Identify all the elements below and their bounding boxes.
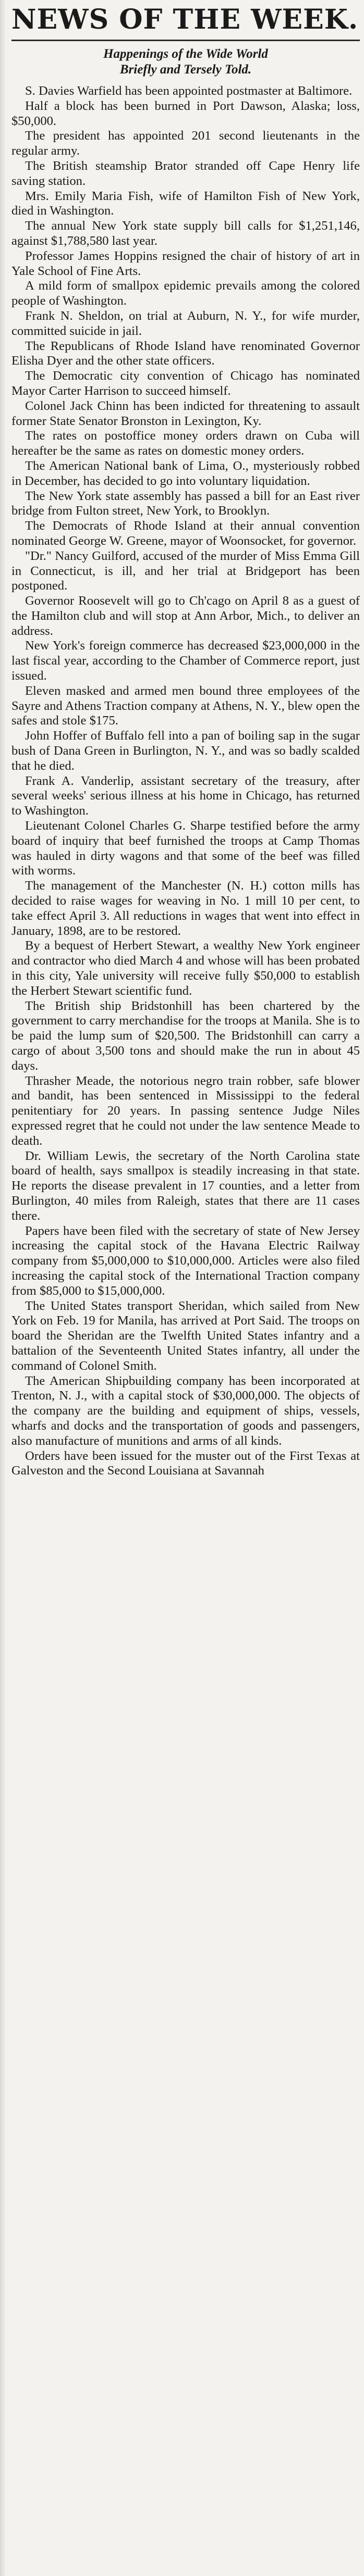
news-item: The management of the Manchester (N. H.) cotton mills has decided to raise wages for weaving in No. 1 mill 10 per cent, to take effect April 3. All reductions in wages that went into effect in January, 1898, are to be restored. bbox=[11, 879, 360, 938]
news-item: The rates on postoffice money orders drawn on Cuba will hereafter be the same as rates on domestic money orders. bbox=[11, 429, 360, 458]
news-item: S. Davies Warfield has been appointed postmaster at Baltimore. bbox=[25, 84, 353, 98]
news-item: Dr. William Lewis, the secretary of the North Carolina state board of health, says smallpox is steadily increasing in that state. He reports the disease prevalent in 17 counties, and a letter from Burlington, 40 miles from Raleigh, states that there are 11 cases there. bbox=[11, 1148, 360, 1223]
news-item: Governor Roosevelt will go to Ch'cago on April 8 as a guest of the Hamilton club and will stop at Ann Arbor, Mich., to deliver an address. bbox=[11, 594, 360, 638]
news-item: The American Shipbuilding company has been incorporated at Trenton, N. J., with a capital stock of $30,000,000. The objects of the company are the building and equipment of ships, vessels, wharfs and docks and the transportation of goods and passengers, also manufacture of munitions and arms of all kinds. bbox=[11, 1373, 360, 1448]
news-item: Eleven masked and armed men bound three employees of the Sayre and Athens Traction company at Athens, N. Y., blew open the safes and stole $175. bbox=[11, 683, 360, 728]
news-item: The Republicans of Rhode Island have renominated Governor Elisha Dyer and the other state officers. bbox=[11, 339, 360, 368]
masthead-title: NEWS OF THE WEEK. bbox=[11, 4, 359, 35]
news-item: Half a block has been burned in Port Dawson, Alaska; loss, $50,000. bbox=[11, 98, 360, 128]
news-item: By a bequest of Herbert Stewart, a wealthy New York engineer and contractor who died March 4 and whose will has been probated in this city, Yale university will receive fully $50,000 to establish the Herbert Stewart scientific fund. bbox=[11, 939, 360, 998]
news-item: The president has appointed 201 second lieutenants in the regular army. bbox=[11, 129, 360, 158]
scan-edge-shadow bbox=[0, 0, 6, 2576]
news-item: The Democrats of Rhode Island at their annual convention nominated George W. Greene, mayor of Woonsocket, for governor. bbox=[11, 519, 360, 548]
news-item: Papers have been filed with the secretary of state of New Jersey increasing the capital stock of the Havana Electric Railway company from $5,000,000 to $10,000,000. Articles were also filed increasing the capital stock of the International Traction company from $85,000 to $15,000,000. bbox=[11, 1223, 360, 1298]
news-item: A mild form of smallpox epidemic prevails among the colored people of Washington. bbox=[11, 279, 360, 308]
masthead-rule bbox=[11, 40, 360, 41]
news-item: The New York state assembly has passed a bill for an East river bridge from Fulton street, New York, to Brooklyn. bbox=[11, 489, 360, 518]
news-item: John Hoffer of Buffalo fell into a pan of boiling sap in the sugar bush of Dana Green in Burlington, N. Y., and was so badly scalded that he died. bbox=[11, 729, 360, 773]
news-item: Thrasher Meade, the notorious negro train robber, safe blower and bandit, has been sentenced in Mississippi to the federal penitentiary for 20 years. In passing sentence Judge Niles expressed regret that he could not under the law sentence Meade to death. bbox=[11, 1073, 360, 1148]
news-item: The American National bank of Lima, O., mysteriously robbed in December, has decided to go into voluntary liquidation. bbox=[11, 458, 360, 488]
section-subhead: Happenings of the Wide World Briefly and Tersely Told. bbox=[103, 47, 268, 77]
news-item: Lieutenant Colonel Charles G. Sharpe testified before the army board of inquiry that beef furnished the troops at Camp Thomas was hauled in dirty wagons and that some of the beef was filled with worms. bbox=[11, 819, 360, 878]
news-item: Frank N. Sheldon, on trial at Auburn, N. Y., for wife murder, committed suicide in jail. bbox=[11, 308, 360, 338]
news-column bbox=[11, 0, 360, 2576]
news-item: The annual New York state supply bill calls for $1,251,146, against $1,788,580 last year. bbox=[11, 219, 360, 248]
news-item: Frank A. Vanderlip, assistant secretary of the treasury, after several weeks' serious illness at his home in Chicago, has returned to Washington. bbox=[11, 773, 360, 818]
news-item: Colonel Jack Chinn has been indicted for threatening to assault former State Senator Bronston in Lexington, Ky. bbox=[11, 398, 360, 428]
news-item: The British steamship Brator stranded off Cape Henry life saving station. bbox=[11, 158, 360, 188]
news-item: Mrs. Emily Maria Fish, wife of Hamilton Fish of New York, died in Washington. bbox=[11, 189, 360, 218]
news-item: Professor James Hoppins resigned the chair of history of art in Yale School of Fine Arts. bbox=[11, 248, 360, 278]
news-item: The British ship Bridstonhill has been chartered by the government to carry merchandise for the troops at Manila. She is to be paid the lump sum of $20,500. The Bridstonhill can carry a cargo of about 3,500 tons and should make the run in about 45 days. bbox=[11, 998, 360, 1073]
news-item: Orders have been issued for the muster out of the First Texas at Galveston and the Second Louisiana at Savannah bbox=[11, 1448, 360, 1478]
news-items bbox=[11, 84, 360, 1479]
news-item: "Dr." Nancy Guilford, accused of the murder of Miss Emma Gill in Connecticut, is ill, and her trial at Bridgeport has been postponed. bbox=[11, 548, 360, 593]
news-item: The Democratic city convention of Chicago has nominated Mayor Carter Harrison to succeed himself. bbox=[11, 369, 360, 398]
news-item: The United States transport Sheridan, which sailed from New York on Feb. 19 for Manila, has arrived at Port Said. The troops on board the Sheridan are the Twelfth United States infantry and a battalion of the Seventeenth United States infantry, all under the command of Colonel Smith. bbox=[11, 1298, 360, 1373]
news-item: New York's foreign commerce has decreased $23,000,000 in the last fiscal year, according to the Chamber of Commerce report, just issued. bbox=[11, 639, 360, 683]
